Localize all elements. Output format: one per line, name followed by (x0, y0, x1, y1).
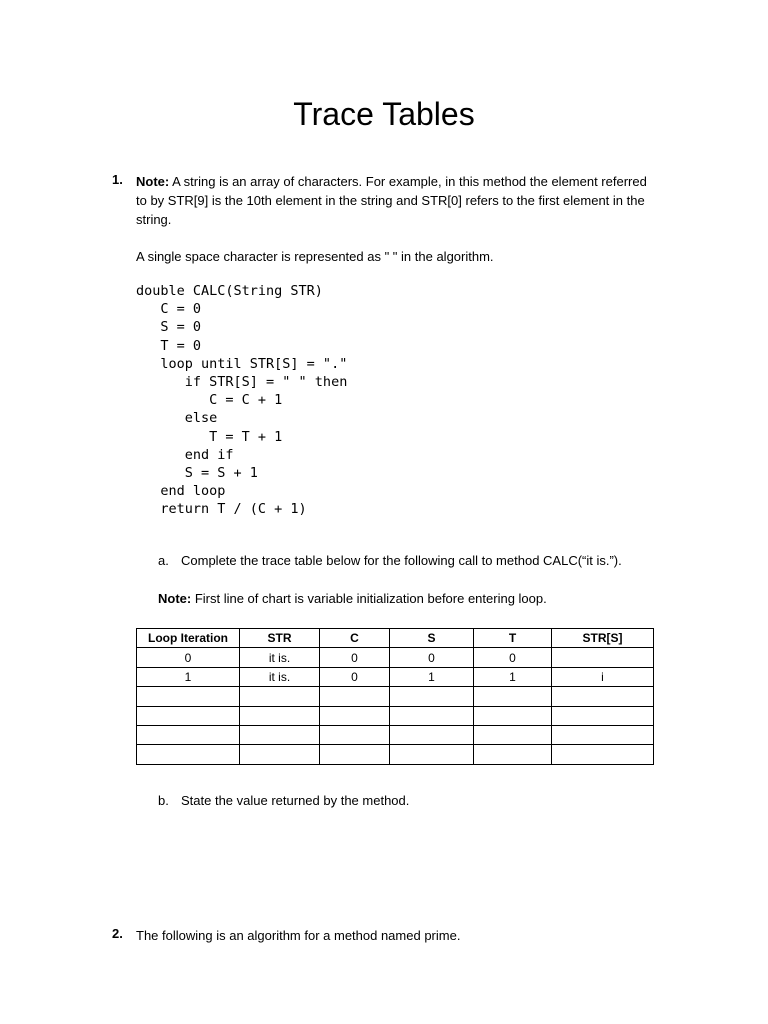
table-cell: 1 (390, 667, 474, 686)
table-header-cell: STR (240, 629, 320, 648)
code-line: else (136, 410, 218, 427)
table-cell: 0 (320, 648, 390, 667)
note-label: Note: (136, 174, 170, 189)
table-cell (240, 706, 320, 725)
table-header-cell: S (390, 629, 474, 648)
code-line: T = T + 1 (136, 428, 283, 445)
table-row (137, 745, 654, 764)
table-cell: i (552, 667, 654, 686)
table-cell: 0 (390, 648, 474, 667)
table-cell: it is. (240, 667, 320, 686)
table-cell (390, 725, 474, 744)
trace-table-body (137, 648, 654, 764)
table-cell (240, 725, 320, 744)
table-cell: 1 (474, 667, 552, 686)
table-cell (240, 745, 320, 764)
question-1-number: 1. (112, 172, 123, 187)
table-cell (137, 687, 240, 706)
trace-table-header-row (137, 629, 654, 648)
code-line: T = 0 (136, 337, 202, 354)
note-text: A string is an array of characters. For example, in this method the element referred to by STR[9] is the 10th element in the string and STR[0] refers to the first element in the string. (136, 174, 647, 227)
part-a-note-text: First line of chart is variable initialization before entering loop. (191, 591, 547, 606)
table-header-cell: Loop Iteration (137, 629, 240, 648)
part-b-label: b. (158, 793, 169, 808)
part-a-note (158, 591, 547, 606)
table-cell: 0 (474, 648, 552, 667)
code-line: double CALC(String STR) (136, 283, 323, 299)
table-cell (474, 725, 552, 744)
table-cell (137, 706, 240, 725)
table-cell (474, 745, 552, 764)
table-cell (552, 725, 654, 744)
table-header-cell: STR[S] (552, 629, 654, 648)
table-cell (320, 725, 390, 744)
space-character-note: A single space character is represented as " " in the algorithm. (136, 249, 494, 264)
table-cell (552, 745, 654, 764)
table-cell (474, 706, 552, 725)
table-cell: 1 (137, 667, 240, 686)
table-header-cell: T (474, 629, 552, 648)
table-cell: 0 (320, 667, 390, 686)
question-2-text: The following is an algorithm for a method named prime. (136, 928, 461, 943)
table-cell: it is. (240, 648, 320, 667)
part-a-note-label: Note: (158, 591, 192, 606)
table-cell (320, 687, 390, 706)
table-cell: 0 (137, 648, 240, 667)
algorithm-code-block (136, 282, 347, 519)
part-a-label: a. (158, 553, 169, 568)
table-cell (137, 725, 240, 744)
part-a-text: Complete the trace table below for the following call to method CALC(“it is.”). (181, 553, 622, 568)
table-row (137, 687, 654, 706)
code-line: end loop (136, 483, 226, 500)
table-cell (390, 687, 474, 706)
table-header-cell: C (320, 629, 390, 648)
table-cell (240, 687, 320, 706)
table-cell (552, 687, 654, 706)
code-line: return T / (C + 1) (136, 501, 307, 518)
code-line: S = 0 (136, 319, 202, 336)
code-line: C = 0 (136, 301, 202, 318)
table-cell (390, 706, 474, 725)
code-line: loop until STR[S] = "." (136, 355, 348, 372)
table-row (137, 667, 654, 686)
table-row (137, 725, 654, 744)
table-cell (552, 648, 654, 667)
trace-table (136, 628, 654, 765)
table-cell (320, 706, 390, 725)
table-row (137, 706, 654, 725)
page-title: Trace Tables (293, 96, 475, 132)
table-row (137, 648, 654, 667)
table-cell (552, 706, 654, 725)
table-cell (320, 745, 390, 764)
code-line: end if (136, 446, 234, 463)
part-b-text: State the value returned by the method. (181, 793, 410, 808)
question-1-note (136, 172, 656, 229)
code-line: if STR[S] = " " then (136, 374, 348, 391)
question-2-number: 2. (112, 926, 123, 941)
table-cell (474, 687, 552, 706)
code-line: C = C + 1 (136, 392, 283, 409)
table-cell (137, 745, 240, 764)
table-cell (390, 745, 474, 764)
code-line: S = S + 1 (136, 465, 258, 482)
